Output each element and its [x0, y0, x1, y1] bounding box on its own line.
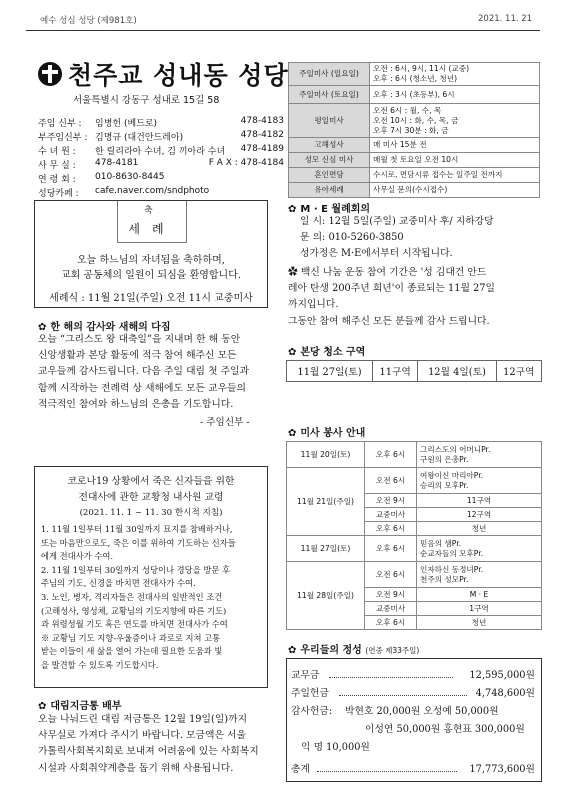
flower-bullet-icon: ✿ — [38, 701, 47, 712]
baptism-schedule: 세례식 : 11월 21일(주일) 오전 11시 교중미사 — [49, 293, 253, 304]
indulgence-notice-box: 코로나19 상황에서 죽은 신자들을 위한 전대사에 관한 교황청 내사원 교령 (2021. 11. 1 ~ 11. 30 한시적 지침) 1. 11월 1일부터 11월 30일까지 묘지를 참배하거나, 또는 마음만으로도, 죽은 이를 위하여 기도하는 신자들 에게 전대사가 수여. 2. 11월 1일부터 30일까지 성당이나 경당을 방문 후 주님의 기도, 신경을 바치면 전대사가 수여. 3. 노인, 병자, 격리자들은 전대사의 일반적인 조건 (고해성사, 영성체, 교황님의 기도지향에 따른 기도) 과 위령성월 기도 혹은 연도를 바치면 전대사가 수여 ※ 교황님 기도 지향-우울증이나 과로로 지쳐 고통 받는 이들이 새 삶을 열어 가는데 필요한 도움과 빛 을 발견할 수 있도록 기도합시다. — [34, 466, 268, 688]
mass-schedule-table — [288, 62, 540, 198]
mass-row: 혼인면담 수시로, 면담시류 접수는 일주일 전까지 — [289, 168, 540, 183]
mass-row: 주일미사 (일요일) 오전 : 6시, 9시, 11시 (교중) 오후 : 6시 (청소년, 청년) — [289, 63, 540, 86]
advent-heading: ✿ 대림지금통 배부 — [38, 701, 122, 712]
thanks-heading: ✿ 한 해의 감사와 새해의 다짐 — [38, 322, 171, 333]
pastor-signature: - 주임신부 - — [200, 417, 250, 428]
cleaning-table: 11월 27일(토) 11구역 12월 4일(토) 12구역 — [286, 360, 542, 382]
parish-address: 서울특별시 강동구 성내로 15길 58 — [73, 95, 220, 106]
table-row: 오전 9시 11구역 — [287, 494, 542, 508]
bulletin-date: 2021. 11. 21 — [478, 14, 533, 24]
table-row: 교중미사 1구역 — [287, 602, 542, 616]
table-row: 오후 6시 청년 — [287, 522, 542, 536]
offering-heading: ✿ 우리들의 정성 (연중 제33주일) — [288, 645, 420, 656]
mass-row: 평일미사 오전 6시 : 월, 수, 목 오전 10시 : 화, 수, 목, 금 오후 7시 30분 : 화, 금 — [289, 104, 540, 138]
offering-box: 교무금 12,595,000원 주일헌금 4,748,600원 감사헌금: 박현호 20,000원 오성예 50,000원 이성연 50,000원 홍현표 300,000원 익 명 10,000원 총계 17,773,600원 — [286, 658, 542, 782]
table-row: 11월 28일(주일) 오전 6시 인자하신 동정녀Pr. 천주의 성모Pr. — [287, 562, 542, 588]
mass-row: 성모 신심 미사 매월 첫 토요일 오전 10시 — [289, 153, 540, 168]
cafe-link[interactable]: cafe.naver.com/sndphoto — [95, 186, 210, 196]
flower-bullet-icon: ✿ — [288, 428, 297, 439]
flower-bullet-icon: ✿ — [288, 347, 297, 358]
church-cross-logo-icon — [38, 62, 62, 86]
flower-bullet-icon: ✿ — [288, 204, 297, 215]
sharing-paragraph: ✿ 백신 나눔 운동 참여 기간은 '성 김대건 안드 레아 탄생 200주년 희년'이 종료되는 11월 27일 까지입니다. 그동안 참여 해주신 모든 분들께 감사 드립니다. — [288, 267, 495, 327]
table-row: 11월 20일(토) 오후 6시 그리스도의 어머니Pr. 구원의 은총Pr. — [287, 442, 542, 468]
mass-row: 고해성사 매 미사 15분 전 — [289, 138, 540, 153]
bulletin-issue: 예수 성심 성당 (제981호) — [40, 16, 137, 26]
table-row: 11월 21일(주일) 오전 6시 여왕이신 마리아Pr. 승리의 모후Pr. — [287, 468, 542, 494]
mass-service-table — [286, 441, 542, 630]
me-paragraph: 일 시: 12월 5일(주일) 교중미사 후/ 지하강당 문 의: 010-5260-3850 성가정은 M·E에서부터 시작됩니다. — [300, 216, 494, 260]
parish-title: 천주교 성내동 성당 — [68, 61, 289, 90]
flower-bullet-icon: ✿ — [38, 322, 47, 333]
mass-row: 주일미사 (토요일) 오후 : 3시 (초등부), 6시 — [289, 86, 540, 104]
advent-paragraph: 오늘 나눠드린 대림 저금통은 12월 19일(일)까지 사무실로 가져다 주시기 바랍니다. 모금액은 서울 가톨릭사회복지회로 보내져 어려움에 있는 사회복지 시설과 사회취약계층을 돕기 위해 사용됩니다. — [38, 714, 259, 774]
table-row: 오전 9시 M · E — [287, 588, 542, 602]
table-row: 11월 27일(토) 오후 6시 믿음의 샘Pr. 순교자들의 모후Pr. — [287, 536, 542, 562]
mass-service-heading: ✿ 미사 봉사 안내 — [288, 428, 366, 439]
header-divider — [26, 30, 540, 31]
thanks-paragraph: 오늘 “그리스도 왕 대축일”을 지내며 한 해 동안 신앙생활과 본당 활동에 적극 참여 해주신 모든 교우들께 감사드립니다. 다음 주일 대림 첫 주일과 함께 시작하는 전례력 상 새해에도 모든 교우들의 적극적인 참여와 하느님의 은총을 기도합니다. — [38, 334, 250, 410]
cleaning-heading: ✿ 본당 청소 구역 — [288, 347, 366, 358]
baptism-welcome-box: 축 세례 오늘 하느님의 자녀됨을 축하하며, 교회 공동체의 일원이 되심을 환영합니다. 세례식 : 11월 21일(주일) 오전 11시 교중미사 — [34, 200, 268, 308]
flower-bullet-icon: ✿ — [288, 645, 297, 656]
flower-bullet-icon: ✿ — [288, 267, 301, 278]
mass-row: 유아세례 사무실 문의(수시접수) — [289, 183, 540, 198]
table-row: 오후 6시 청년 — [287, 616, 542, 630]
baptism-ribbon: 축 세례 — [117, 201, 187, 243]
me-heading: ✿ M · E 월례회의 — [288, 204, 371, 215]
table-row: 교중미사 12구역 — [287, 508, 542, 522]
